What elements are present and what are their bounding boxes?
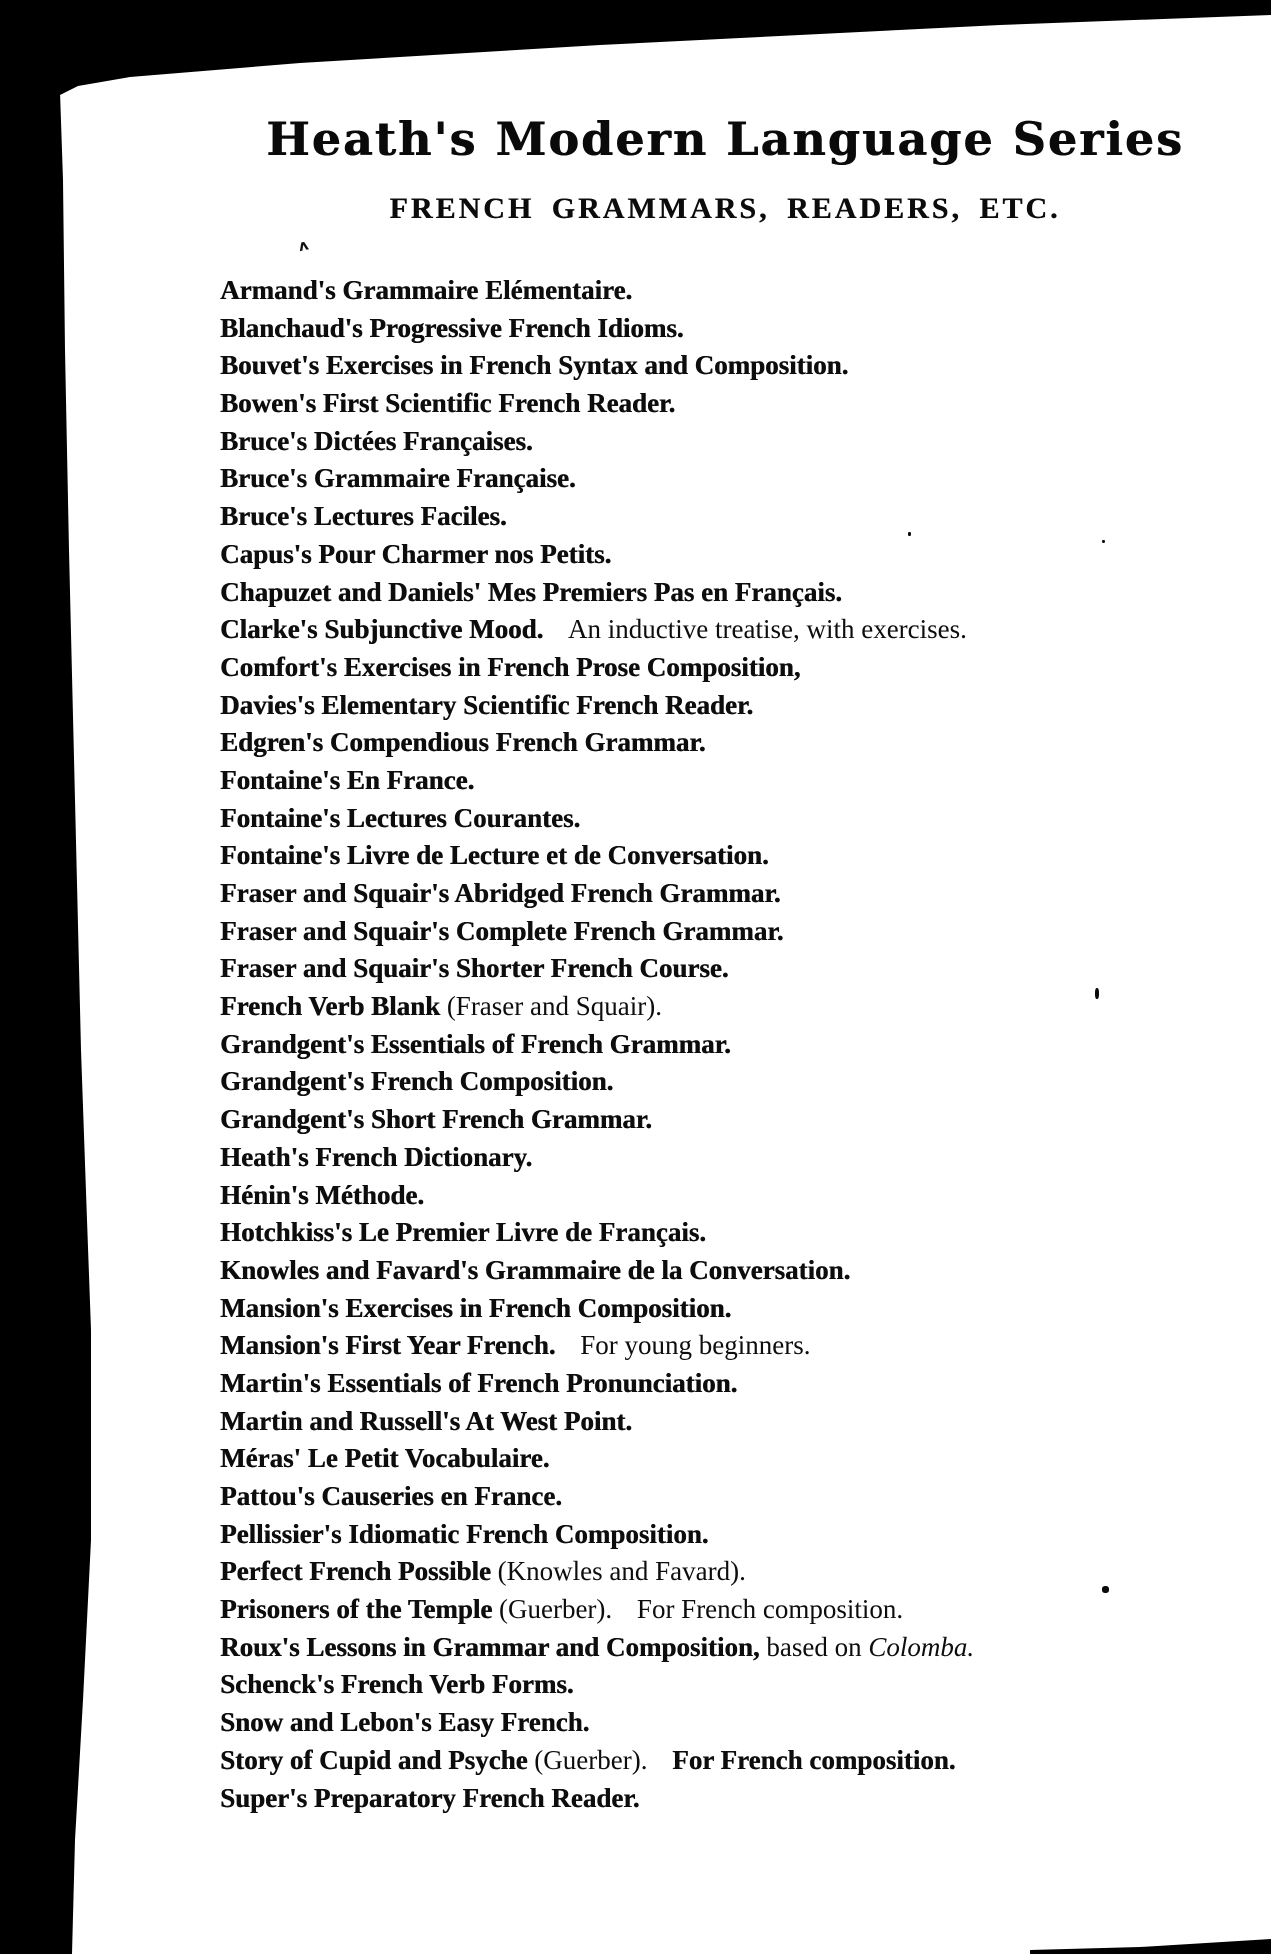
book-title-segment: Fontaine's En France. bbox=[220, 764, 475, 795]
book-title-segment: Pellissier's Idiomatic French Composition. bbox=[220, 1518, 709, 1549]
book-title-segment: Story of Cupid and Psyche bbox=[220, 1744, 528, 1775]
book-title-segment: Super's Preparatory French Reader. bbox=[220, 1782, 640, 1813]
book-title-segment: Blanchaud's Progressive French Idioms. bbox=[220, 312, 684, 343]
page-title: Heath's Modern Language Series bbox=[266, 112, 1184, 166]
scan-border-top bbox=[0, 0, 1271, 100]
book-title-segment: Fraser and Squair's Complete French Grammar. bbox=[220, 915, 784, 946]
scan-border-left bbox=[0, 40, 91, 1954]
book-title-segment: (Guerber). bbox=[498, 1594, 613, 1625]
book-title-segment: Clarke's Subjunctive Mood. bbox=[220, 614, 544, 645]
book-title-segment: Mansion's First Year French. bbox=[220, 1330, 556, 1361]
scan-border-bottom-right bbox=[1030, 1939, 1271, 1954]
book-title-segment: Grandgent's French Composition. bbox=[220, 1066, 614, 1097]
book-title-segment: Knowles and Favard's Grammaire de la Conversation. bbox=[220, 1254, 851, 1285]
book-title-segment: For French composition. bbox=[672, 1744, 956, 1775]
book-title-segment: Edgren's Compendious French Grammar. bbox=[220, 727, 706, 758]
book-title-segment: (Fraser and Squair). bbox=[446, 991, 662, 1022]
book-title-segment: Snow and Lebon's Easy French. bbox=[220, 1707, 590, 1738]
page-subtitle: FRENCH GRAMMARS, READERS, ETC. bbox=[389, 192, 1061, 225]
book-title-segment: Bruce's Dictées Françaises. bbox=[220, 425, 533, 456]
book-title-segment: Colomba. bbox=[868, 1631, 975, 1662]
book-title-segment: French Verb Blank bbox=[220, 991, 441, 1022]
book-title-segment: Bouvet's Exercises in French Syntax and Composition. bbox=[220, 350, 849, 381]
book-title-segment: Heath's French Dictionary. bbox=[220, 1141, 533, 1172]
book-title-segment: Méras' Le Petit Vocabulaire. bbox=[220, 1443, 550, 1474]
book-title-segment: Prisoners of the Temple bbox=[220, 1594, 493, 1625]
book-title-segment: Armand's Grammaire Elémentaire. bbox=[220, 275, 633, 305]
book-title-segment: (Knowles and Favard). bbox=[497, 1556, 746, 1587]
book-title-segment: Grandgent's Short French Grammar. bbox=[220, 1104, 652, 1135]
book-title-segment: Bruce's Grammaire Française. bbox=[220, 463, 576, 494]
book-title-segment: Fontaine's Lectures Courantes. bbox=[220, 802, 581, 833]
book-title-segment: Martin's Essentials of French Pronunciation. bbox=[220, 1367, 738, 1398]
book-title-segment: Pattou's Causeries en France. bbox=[220, 1481, 562, 1511]
book-title-segment: Comfort's Exercises in French Prose Composition, bbox=[220, 651, 801, 682]
book-title-segment: Fraser and Squair's Abridged French Grammar. bbox=[220, 878, 781, 908]
book-title-segment: For French composition. bbox=[636, 1594, 904, 1625]
book-title-segment: Grandgent's Essentials of French Grammar. bbox=[220, 1028, 731, 1059]
book-title-segment: Capus's Pour Charmer nos Petits. bbox=[220, 538, 612, 569]
book-title-segment: Fraser and Squair's Shorter French Course. bbox=[220, 953, 729, 984]
book-title-segment: Perfect French Possible bbox=[220, 1556, 491, 1587]
book-title-segment: Roux's Lessons in Grammar and Composition, bbox=[220, 1631, 760, 1662]
book-title-segment: based on bbox=[766, 1631, 862, 1662]
ink-mark: ʌ bbox=[296, 235, 311, 256]
book-title-segment: Schenck's French Verb Forms. bbox=[220, 1669, 574, 1700]
book-title-segment: Davies's Elementary Scientific French Reader. bbox=[220, 689, 754, 720]
book-title-segment: Bowen's First Scientific French Reader. bbox=[220, 388, 676, 419]
book-title-segment: (Guerber). bbox=[534, 1744, 648, 1775]
book-title-segment: Fontaine's Livre de Lecture et de Conversation. bbox=[220, 840, 769, 871]
book-title-segment: Martin and Russell's At West Point. bbox=[220, 1405, 633, 1436]
book-title-segment: Chapuzet and Daniels' Mes Premiers Pas en Français. bbox=[220, 576, 842, 607]
book-title-segment: Mansion's Exercises in French Composition. bbox=[220, 1292, 732, 1323]
book-title-segment: For young beginners. bbox=[580, 1330, 811, 1361]
book-title-segment: Hotchkiss's Le Premier Livre de Français. bbox=[220, 1217, 706, 1248]
book-title-segment: Bruce's Lectures Faciles. bbox=[220, 501, 507, 532]
book-title-segment: Hénin's Méthode. bbox=[220, 1179, 425, 1210]
book-title-segment: An inductive treatise, with exercises. bbox=[568, 614, 967, 645]
